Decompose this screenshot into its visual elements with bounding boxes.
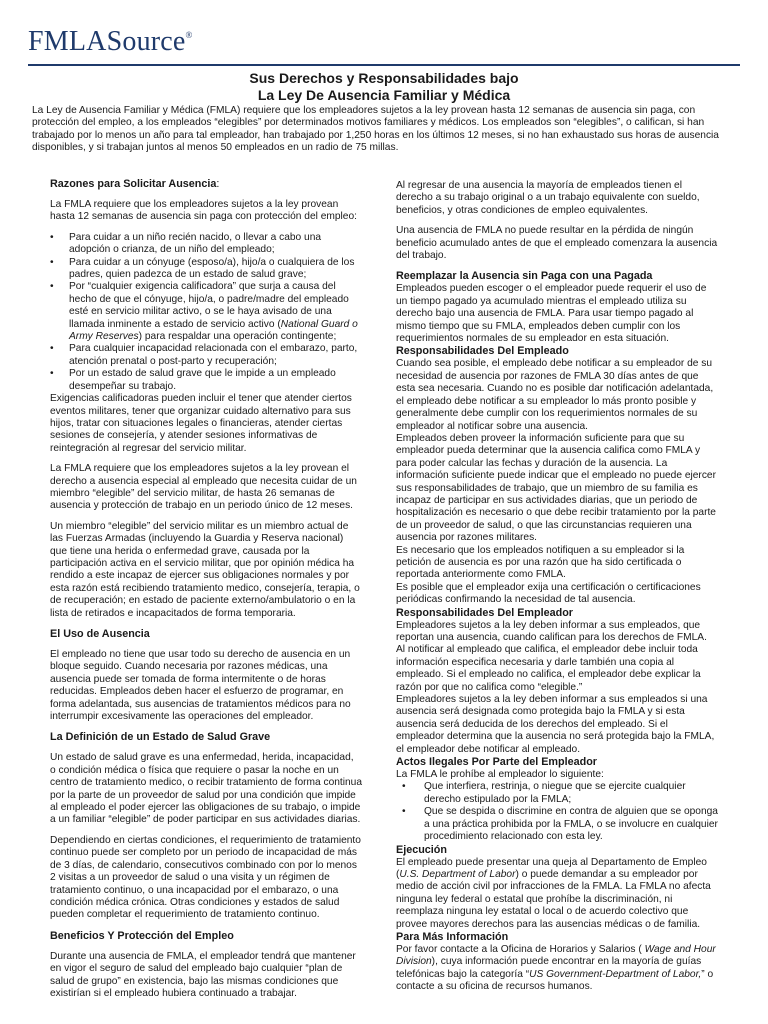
use-of-leave-text: El empleado no tiene que usar todo su derecho de ausencia en un bloque seguido. Cuando necesaria por razones médicas, una ausencia puede ser tomada de forma intermitente o de horas reducidas. Empleados deben hacer el esfuerzo de programar, en forma adelantada, sus ausencias de tratamientos médicos para no interrumpir excesivamente las operaciones del empleador. (50, 649, 351, 723)
no-loss-paragraph: Una ausencia de FMLA no puede resultar en la pérdida de ningún beneficio acumulado antes de que el empleado comenzara la ausencia del trabajo. (396, 225, 718, 262)
reasons-bullet: • Para cuidar a un niño recién nacido, o llevar a cabo una adopción o crianza, de un niño del empleado; (50, 232, 362, 257)
reasons-heading-text: Razones para Solicitar Ausencia (50, 178, 217, 190)
logo-name: FMLASource (28, 26, 186, 57)
employer-resp-p2: Empleadores sujetos a la ley deben informar a sus empleados si una ausencia será designada como protegida bajo la FMLA y si esta ausencia será deducida de los derechos del empleado. Si el empleador determina que la ausencia no será protegida bajo la FMLA, el empleador debe notificar al empleado. (396, 694, 715, 755)
reasons-bullet: • Por un estado de salud grave que le impide a un empleado desempeñar su trabajo. (50, 368, 362, 393)
serious-condition-text-2: Dependiendo en ciertas condiciones, el requerimiento de tratamiento continuo puede ser completo por un periodo de incapacidad de más de 3 días, de calendario, consecutivos combinado con por lo menos 2 visitas a un proveedor de salud o una visita y un régimen de tratamiento continuo, o una incapacidad por el embarazo, o una condición médica crónica. Otras condiciones y estados de salud pueden completar el requerimiento de tratamiento continuo. (50, 834, 361, 921)
more-info-start: Por favor contacte a la Oficina de Horarios y Salarios ( (396, 943, 645, 955)
more-info-text (396, 944, 718, 994)
unlawful-acts-heading: Actos Ilegales Por Parte del Empleador (396, 756, 598, 769)
return-paragraph: Al regresar de una ausencia la mayoría de empleados tienen el derecho a su trabajo original o a un trabajo equivalente con sueldo, beneficios, y otras condiciones de empleo equivalentes. (396, 180, 700, 216)
benefits-heading: Beneficios Y Protección del Empleo (50, 929, 234, 942)
employer-responsibilities-heading: Responsabilidades Del Empleador (396, 606, 573, 619)
enforcement-text (396, 857, 718, 931)
employee-resp-p4: Es posible que el empleador exija una certificación o certificaciones periódicas confirmando la necesidad de tal ausencia. (396, 581, 701, 606)
reasons-heading (50, 178, 362, 191)
reasons-bullet: • Para cuidar a un cónyuge (esposo/a), hijo/a o cualquiera de los padres, quien padezca de un estado de salud grave; (50, 257, 362, 282)
military-caregiver-paragraph: La FMLA requiere que los empleadores sujetos a la ley provean el derecho a ausencia especial al empleado que necesita cuidar de un miembro “elegible” del servicio militar, de hasta 26 semanas de ausencia y protección de trabajo en un periodo único de 12 meses. (50, 463, 357, 512)
title-line-2: La Ley De Ausencia Familiar y Médica (257, 87, 511, 103)
use-of-leave-heading: El Uso de Ausencia (50, 628, 150, 640)
intro-paragraph: La Ley de Ausencia Familiar y Médica (FMLA) requiere que los empleadores sujetos a la ley provean hasta 12 semanas de ausencia sin paga, con protección del empleo, a los empleados “elegibles” por determinados motivos familiares y médicos. Los empleados son “elegibles”, o califican, si han trabajado por lo menos un año para tal empleador, han trabajado por 1,250 horas en los últimos 12 meses, si no han exhaustado sus horas de ausencia disponibles, y si trabajan juntos al menos 50 empleados en un radio de 75 millas. (32, 105, 719, 154)
unlawful-acts-lead: La FMLA le prohíbe al empleador lo siguiente: (396, 769, 604, 781)
more-info-italic-2: US Government-Department of Labor, (529, 968, 702, 980)
more-info-heading: Para Más Información (396, 930, 509, 943)
benefits-text: Durante una ausencia de FMLA, el empleador tendrá que mantener en vigor el seguro de salud del empleado bajo cualquier “plan de salud de grupo” en existencia, bajo las mismas condiciones que existirían si el empleado hubiera continuado a trabajar. (50, 950, 356, 999)
substitution-text: Empleados pueden escoger o el empleador puede requerir el uso de un tiempo pagado ya acumulado mientras el empleado utiliza su derecho bajo una ausencia de FMLA. Para usar tiempo pagado al mismo tiempo que su FMLA, empleados deben cumplir con los requerimientos normales de su empleador en esta situación. (396, 283, 707, 345)
fmlasource-logo (28, 26, 193, 58)
unlawful-acts-list (396, 781, 718, 843)
serious-condition-heading: La Definición de un Estado de Salud Grave (50, 731, 271, 744)
left-column (50, 178, 362, 1000)
more-info-italic-1: Wage and Hour Division (396, 943, 716, 968)
exigency-text: Por “cualquier exigencia calificadora” que surja a causa del hecho de que el cónyuge, hijo/a, o padre/madre del empleado esté en servicio militar activo, o se le haya avisado de una llamada inminente a estado de servicio activo ( (69, 281, 349, 330)
more-info-middle: ), cuya información puede encontrar en la mayoría de guías telefónicas bajo la categoría “ (396, 956, 702, 980)
reasons-lead: La FMLA requiere que los empleadores sujetos a la ley provean hasta 12 semanas de ausencia sin paga con protección del empleo: (50, 199, 357, 223)
header-rule (28, 64, 740, 66)
exigencies-paragraph: Exigencias calificadoras pueden incluir el tener que atender ciertos eventos militares, tener que organizar cuidado alternativo para sus hijos, tratar con situaciones legales o financieras, atender ciertas sesiones de consejería, y atender sesiones informativas de reintegración al regresar del servicio militar. (50, 393, 352, 454)
more-info-end: ” o contacte a su oficina de recursos humanos. (396, 968, 714, 993)
document-title (0, 70, 768, 104)
covered-member-paragraph: Un miembro “elegible” del servicio militar es un miembro actual de las Fuerzas Armadas (incluyendo la Guardia y Reserva nacional) que tiene una herida o enfermedad grave, causada por la participación activa en el servicio militar, que por opinión médica ha rendido a este incapaz de ejercer sus obligaciones normales y por esta razón está recibiendo tratamiento medico, consejería, terapia, o de recuperación; en estado de paciente externo/ambulatorio o en la lista de retirados e incapacitados de forma temporaria. (50, 520, 360, 619)
enforcement-italic: U.S. Department of Labor (399, 868, 516, 880)
exigency-italic: National Guard o Army Reserves (69, 318, 358, 343)
unlawful-bullet: • Que interfiera, restrinja, o niegue que se ejercite cualquier derecho estipulado por la FMLA; (396, 781, 718, 806)
employee-resp-p3: Es necesario que los empleados notifiquen a su empleador si la petición de ausencia es por una razón que ha sido certificada o reportada anteriormente como FMLA. (396, 544, 685, 581)
registered-mark: ® (185, 30, 193, 40)
enforcement-heading: Ejecución (396, 843, 448, 856)
title-line-1: Sus Derechos y Responsabilidades bajo (249, 70, 519, 86)
exigency-text-end: ) para respaldar una operación contingente; (138, 331, 337, 343)
enforcement-text-end: ) o puede demandar a su empleador por medio de acción civil por infracciones de la FMLA. La FMLA no afecta ninguna ley federal o estatal que prohíbe la discriminación, ni reemplaza ninguna ley estatal o local o de acuerdo colectivo que provee mayores derechos para las ausencias médicas o de familia. (396, 868, 711, 930)
reasons-list (50, 232, 362, 393)
right-column (396, 180, 718, 994)
reasons-bullet: • Para cualquier incapacidad relacionada con el embarazo, parto, atención prenatal o post-parto y recuperación; (50, 343, 362, 368)
serious-condition-text-1: Un estado de salud grave es una enfermedad, herida, incapacidad, o condición médica o física que requiere o pasar la noche en un centro de tratamiento medico, o recibir tratamiento de forma continua por la parte de un proveedor de salud por una condición que impide al empleado el poder ejercer las obligaciones de su trabajo, o impide a un familiar “elegible” de poder participar en sus actividades diarias. (50, 752, 363, 826)
reasons-bullet-exigency (50, 281, 362, 343)
employee-responsibilities-heading: Responsabilidades Del Empleado (396, 345, 569, 358)
unlawful-bullet: • Que se despida o discrimine en contra de alguien que se oponga a una práctica prohibida por la FMLA, o se involucre en cualquier procedimiento relacionado con esta ley. (396, 806, 718, 843)
employee-resp-p1: Cuando sea posible, el empleado debe notificar a su empleador de su necesidad de ausencia por razones de FMLA 30 días antes de que esta sea necesaria. Cuando no es posible dar notificación adelantada, el empleado debe notificar a su empleador lo más pronto posible y generalmente debe cumplir con los requerimientos normales de su empleador al notificar sobre una ausencia. (396, 358, 714, 432)
employer-resp-p1: Empleadores sujetos a la ley deben informar a sus empleados, que reportan una ausencia, cuando califican para los derechos de FMLA. Al notificar al empleado que califica, el empleador debe incluir toda información especifica necesaria y darle también una copia al empleado. Si el empleado no califica, el empleador debe explicar la razón por que no califica como “elegible.” (396, 619, 707, 693)
reasons-heading-colon: : (216, 178, 220, 190)
employee-resp-p2: Empleados deben proveer la información suficiente para que su empleador pueda determinar que la ausencia califica como FMLA y para poder calcular las fechas y duración de la ausencia. La información suficiente puede indicar que el empleado no puede ejercer sus responsabilidades de trabajo, que un miembro de su familia es incapaz de participar en sus actividades diarias, que un periodo de hospitalización es necesario o que debe recibir tratamiento por la parte de un proveedor de salud, o que las circunstancias requieren una ausencia por razones militares. (396, 432, 716, 544)
substitution-heading: Reemplazar la Ausencia sin Paga con una Pagada (396, 270, 653, 283)
enforcement-text-start: El empleado puede presentar una queja al Departamento de Empleo ( (396, 856, 707, 880)
